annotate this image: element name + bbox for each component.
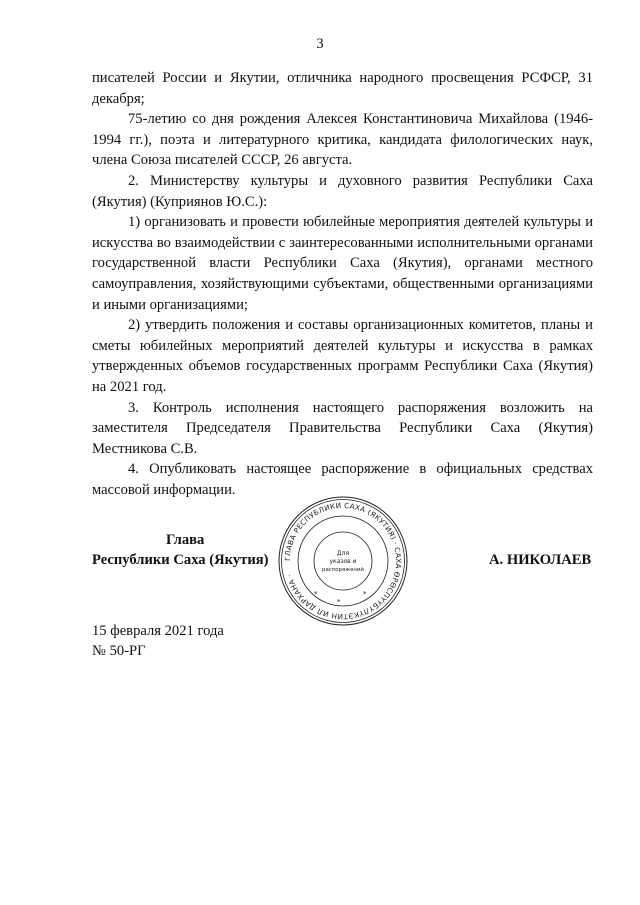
- document-date: 15 февраля 2021 года: [92, 623, 224, 639]
- paragraph-item-2-2: 2) утвердить положения и составы организационных комитетов, планы и сметы юбилейных мероприятий деятелей культуры и искусства в рамках утвержденных объемов государственных программ Республики Саха (Якутия) на 2021 год.: [92, 317, 593, 395]
- page-number: 3: [316, 36, 324, 52]
- seal-star-icon: *: [314, 590, 318, 598]
- document-body: [92, 68, 593, 500]
- paragraph-item-2-1: 1) организовать и провести юбилейные мероприятия деятелей культуры и искусства во взаимодействии с заинтересованными исполнительными органами государственной власти Республики Саха (Якутия), органами местного самоуправления, хозяйствующими субъектами, общественными организациями и иными организациями;: [92, 214, 593, 313]
- seal-center-line1: Для: [336, 550, 350, 557]
- paragraph-continuation: писателей России и Якутии, отличника народного просвещения РСФСР, 31 декабря;: [92, 70, 593, 107]
- paragraph-item-2: 2. Министерству культуры и духовного развития Республики Саха (Якутия) (Куприянов Ю.С.):: [92, 172, 593, 210]
- seal-ring-text: ГЛАВА РЕСПУБЛИКИ САХА (ЯКУТИЯ) · САХА ӨРӨСПҮҮБҮЛҮКЭТИН ИЛ ДАРХАНА ·: [282, 500, 404, 622]
- paragraph-mikhailov-anniversary: 75-летию со дня рождения Алексея Константиновича Михайлова (1946-1994 гг.), поэта и литературного критика, кандидата филологических наук, члена Союза писателей СССР, 26 августа.: [92, 111, 593, 169]
- paragraph-item-4: 4. Опубликовать настоящее распоряжение в официальных средствах массовой информации.: [92, 461, 593, 498]
- official-seal: [276, 494, 410, 628]
- signatory-title-line1: Глава: [166, 532, 205, 548]
- seal-star-icon: *: [363, 590, 367, 598]
- signatory-name: А. НИКОЛАЕВ: [489, 552, 592, 568]
- seal-center-line3: распоряжений: [322, 567, 364, 573]
- seal-center-line2: указов и: [329, 558, 357, 565]
- document-number: № 50-РГ: [92, 643, 146, 659]
- seal-star-icon: *: [337, 598, 341, 606]
- signatory-title-line2: Республики Саха (Якутия): [92, 552, 269, 568]
- paragraph-item-3: 3. Контроль исполнения настоящего распоряжения возложить на заместителя Председателя Правительства Республики Саха (Якутия) Местникова С.В.: [92, 399, 593, 457]
